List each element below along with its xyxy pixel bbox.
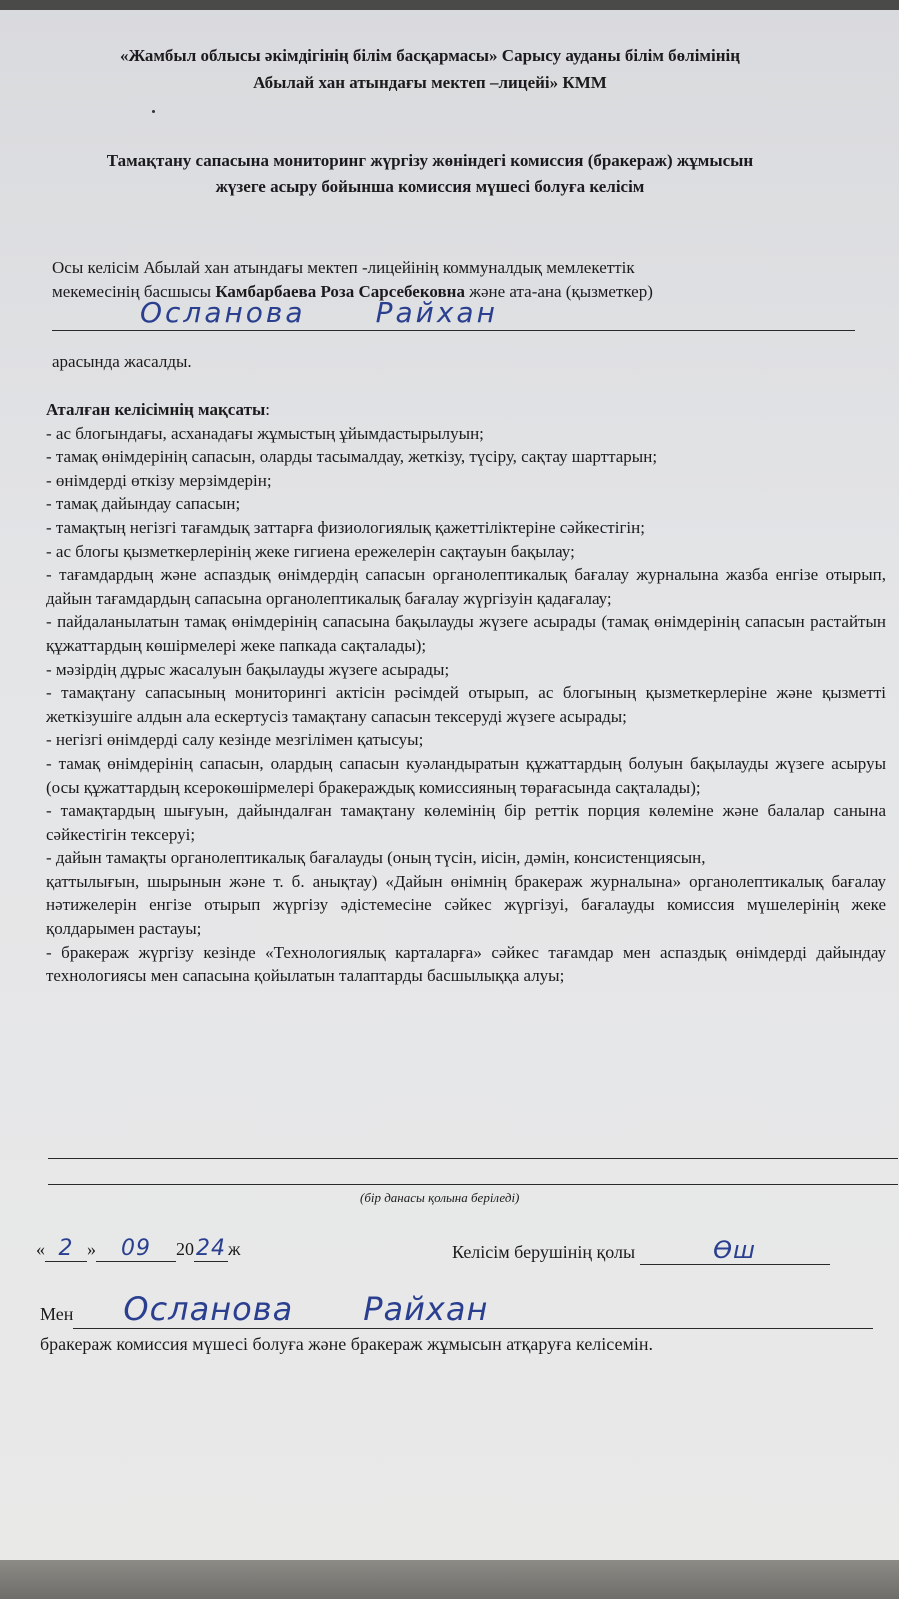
purpose-item: - өнімдерді өткізу мерзімдерін; xyxy=(46,470,272,490)
purpose-item: қаттылығын, шырынын және т. б. анықтау) «Дайын өнімнің бракераж журналына» органолептикалық бағалау нәтижелерін енгізе отырып жүргізу әдістемесіне сәйкес жүргізуі, бағалауды комиссия мүшелерінің жеке қолдарымен растауы; xyxy=(46,871,886,939)
purpose-item: - тамақ өнімдерінің сапасын, оларды тасымалдау, жеткізу, түсіру, сақтау шарттарын; xyxy=(46,447,658,467)
blank-line-2 xyxy=(48,1184,898,1185)
date-day: 2 xyxy=(58,1236,74,1261)
signature-mark: Ѳш xyxy=(713,1236,756,1264)
signature-row xyxy=(452,1236,830,1265)
intro-suffix: және ата-ана (қызметкер) xyxy=(464,282,653,301)
parent-name-handwritten xyxy=(140,296,568,329)
purpose-item: - негізгі өнімдерді салу кезінде мезгілімен қатысуы; xyxy=(46,730,424,750)
consent-name-row xyxy=(40,1290,873,1329)
purpose-section xyxy=(46,398,886,988)
purpose-item: - тамақ дайындау сапасын; xyxy=(46,494,241,514)
purpose-item: - дайын тамақты органолептикалық бағалауды (оның түсін, иісін, дәмін, консистенциясын, xyxy=(46,848,706,868)
purpose-item: - тағамдардың және аспаздық өнімдердің сапасын органолептикалық бағалау журналына жазба енгізе отырып, дайын тағамдардың сапасына органолептикалық бағалау жүргізуін қадағалау; xyxy=(46,565,886,608)
purpose-item: - тамақтардың шығуын, дайындалған тамақтану көлемінің бір реттік порция көлеміне және балалар санына сәйкестігін тексеруі; xyxy=(46,801,886,844)
date-day-field xyxy=(45,1236,87,1262)
purpose-item: - тамақтану сапасының мониторингі актісін рәсімдей отырып, ас блогының қызметкерлеріне және қызметті жеткізушіге алдын ала ескертусіз тамақтану сапасын тексеруді жүзеге асырады; xyxy=(46,683,886,726)
parent-first-name: Райхан xyxy=(375,296,498,329)
purpose-item: - бракераж жүргізу кезінде «Технологиялық карталарға» сәйкес тағамдар мен аспаздық өнімдерді дайындау технологиясы мен сапасына қойылатын талаптарды басшылыққа алуы; xyxy=(46,942,886,986)
date-year-suffix: 24 xyxy=(196,1236,226,1261)
signature-field xyxy=(640,1236,830,1265)
copy-note: (бір данасы қолына беріледі) xyxy=(360,1190,520,1205)
document-title xyxy=(20,148,840,200)
intro-prefix: мекемесінің басшысы xyxy=(52,282,216,301)
consent-surname: Осланова xyxy=(123,1290,294,1328)
date-close-quote: » xyxy=(87,1239,96,1259)
consent-first-name: Райхан xyxy=(363,1290,489,1328)
date-year-prefix: 20 xyxy=(176,1239,194,1259)
header-line-2: Абылай хан атындағы мектеп –лицейі» КММ xyxy=(253,73,607,92)
purpose-item: - пайдаланылатын тамақ өнімдерінің сапасына бақылауды жүзеге асырады (тамақ өнімдерінің сапасын растайтын құжаттардың көшірмелері жеке папкада сақталады); xyxy=(46,612,886,655)
ink-dot xyxy=(152,110,155,113)
purpose-item: - тамақ өнімдерінің сапасын, олардың сапасын куәландыратын құжаттардың болуын бақылауды жүзеге асыруы (осы құжаттардың ксерокөшірмелері бракераждық комиссияның төрағасында сақталады); xyxy=(46,753,886,797)
table-surface xyxy=(0,1560,899,1599)
date-open-quote: « xyxy=(36,1239,45,1259)
consent-statement: бракераж комиссия мүшесі болуға және бракераж жұмысын атқаруға келісемін. xyxy=(40,1334,654,1354)
purpose-item: - ас блогындағы, асханадағы жұмыстың ұйымдастырылуын; xyxy=(46,423,484,443)
concluded-text: арасында жасалды. xyxy=(52,352,192,371)
purpose-heading-colon: : xyxy=(265,400,270,419)
date-row xyxy=(36,1236,240,1262)
purpose-item: - ас блогы қызметкерлерінің жеке гигиена ережелерін сақтауын бақылау; xyxy=(46,541,575,561)
header-line-1: «Жамбыл облысы әкімдігінің білім басқармасы» Сарысу ауданы білім бөлімінің xyxy=(119,46,741,65)
title-line-1: Тамақтану сапасына мониторинг жүргізу жөніндегі комиссия (бракераж) жұмысын xyxy=(106,151,754,170)
parent-surname: Осланова xyxy=(140,296,306,329)
date-year-field xyxy=(194,1236,228,1262)
consent-name-field xyxy=(73,1290,873,1329)
men-label: Мен xyxy=(40,1304,74,1324)
title-line-2: жүзеге асыру бойынша комиссия мүшесі болуға келісім xyxy=(215,177,645,196)
date-month: 09 xyxy=(121,1236,151,1261)
blank-line-1 xyxy=(48,1158,898,1159)
date-suffix: ж xyxy=(228,1239,241,1259)
signature-label: Келісім берушінің қолы xyxy=(452,1242,636,1262)
director-name: Камбарбаева Роза Сарсебековна xyxy=(215,282,465,301)
date-month-field xyxy=(96,1236,176,1262)
purpose-item: - мәзірдің дұрыс жасалуын бақылауды жүзеге асырады; xyxy=(46,659,450,679)
purpose-heading-text: Аталған келісімнің мақсаты xyxy=(46,400,266,419)
intro-line-1: Осы келісім Абылай хан атындағы мектеп -лицейінің коммуналдық мемлекеттік xyxy=(52,258,635,277)
organization-header xyxy=(40,42,820,96)
purpose-heading xyxy=(46,398,886,422)
purpose-item: - тамақтың негізгі тағамдық заттарға физиологиялық қажеттіліктеріне сәйкестігін; xyxy=(46,517,645,537)
parent-name-line xyxy=(52,330,855,331)
top-edge xyxy=(0,0,899,10)
